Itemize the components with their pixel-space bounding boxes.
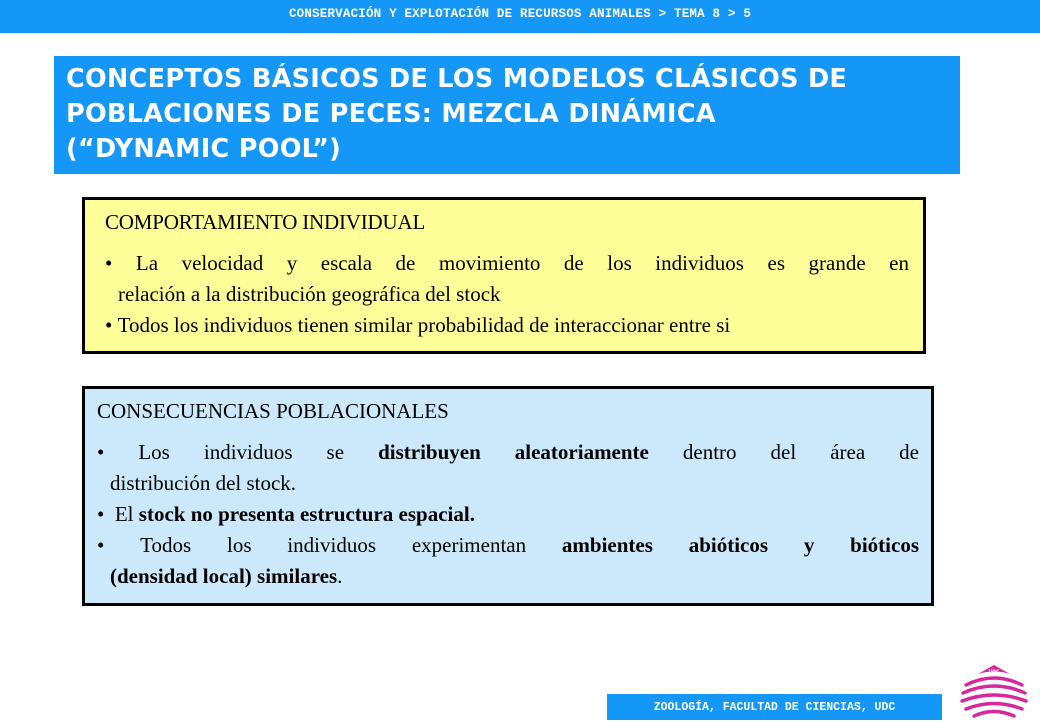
individual-bullet-2: • Todos los individuos tienen similar probabilidad de interaccionar entre si [105,313,731,337]
slide-title [54,56,960,174]
consequence-bullet-1-bold: distribuyen aleatoriamente [378,440,649,464]
consequence-bullet-1-line-2: distribución del stock. [110,471,297,495]
svg-text:UDC: UDC [988,670,1000,675]
consequence-bullet-2-text: El [114,502,134,526]
slide-title-line-2: POBLACIONES DE PECES: MEZCLA DINÁMICA [66,99,716,129]
individual-bullet-1-text: La velocidad y escala de movimiento de los individuos es grande en [135,251,909,275]
individual-bullet-1-line-1: • La velocidad y escala de movimiento de los individuos es grande en [105,251,909,275]
individual-bullet-2-text: Todos los individuos tienen similar probabilidad de interaccionar entre si [117,313,731,337]
individual-behavior-heading: COMPORTAMIENTO INDIVIDUAL [105,210,426,234]
consequence-bullet-3-text: Todos los individuos experimentan [140,533,527,557]
consequence-bullet-3-bold: ambientes abióticos y bióticos [561,533,919,557]
university-logo-icon [958,660,1030,718]
slide-title-line-3: (“DYNAMIC POOL”) [66,134,342,164]
consequence-bullet-2-bold: stock no presenta estructura espacial. [138,502,475,526]
consequence-bullet-3-line-1: • Todos los individuos experimentan ambientes abióticos y bióticos [97,533,919,557]
slide-title-line-1: CONCEPTOS BÁSICOS DE LOS MODELOS CLÁSICOS DE [66,64,848,94]
consequence-bullet-1-text-b: dentro del área de [682,440,919,464]
header-breadcrumb: CONSERVACIÓN Y EXPLOTACIÓN DE RECURSOS ANIMALES > TEMA 8 > 5 [0,0,1040,33]
individual-behavior-panel [82,197,926,354]
consequence-bullet-2: • El stock no presenta estructura espacial. [97,502,475,526]
population-consequences-heading: CONSECUENCIAS POBLACIONALES [97,399,449,423]
consequence-bullet-3-line-2-bold: (densidad local) similares [110,564,338,588]
population-consequences-panel [82,386,934,606]
consequence-bullet-1-text-a: Los individuos se [138,440,345,464]
footer-credit: ZOOLOGÍA, FACULTAD DE CIENCIAS, UDC [607,694,942,720]
consequence-bullet-3-line-2-end: . [337,564,343,588]
individual-bullet-1-line-2: relación a la distribución geográfica del stock [118,282,501,306]
consequence-bullet-3-line-2 [97,561,919,592]
consequence-bullet-1-line-1: • Los individuos se distribuyen aleatoriamente dentro del área de [97,440,919,464]
